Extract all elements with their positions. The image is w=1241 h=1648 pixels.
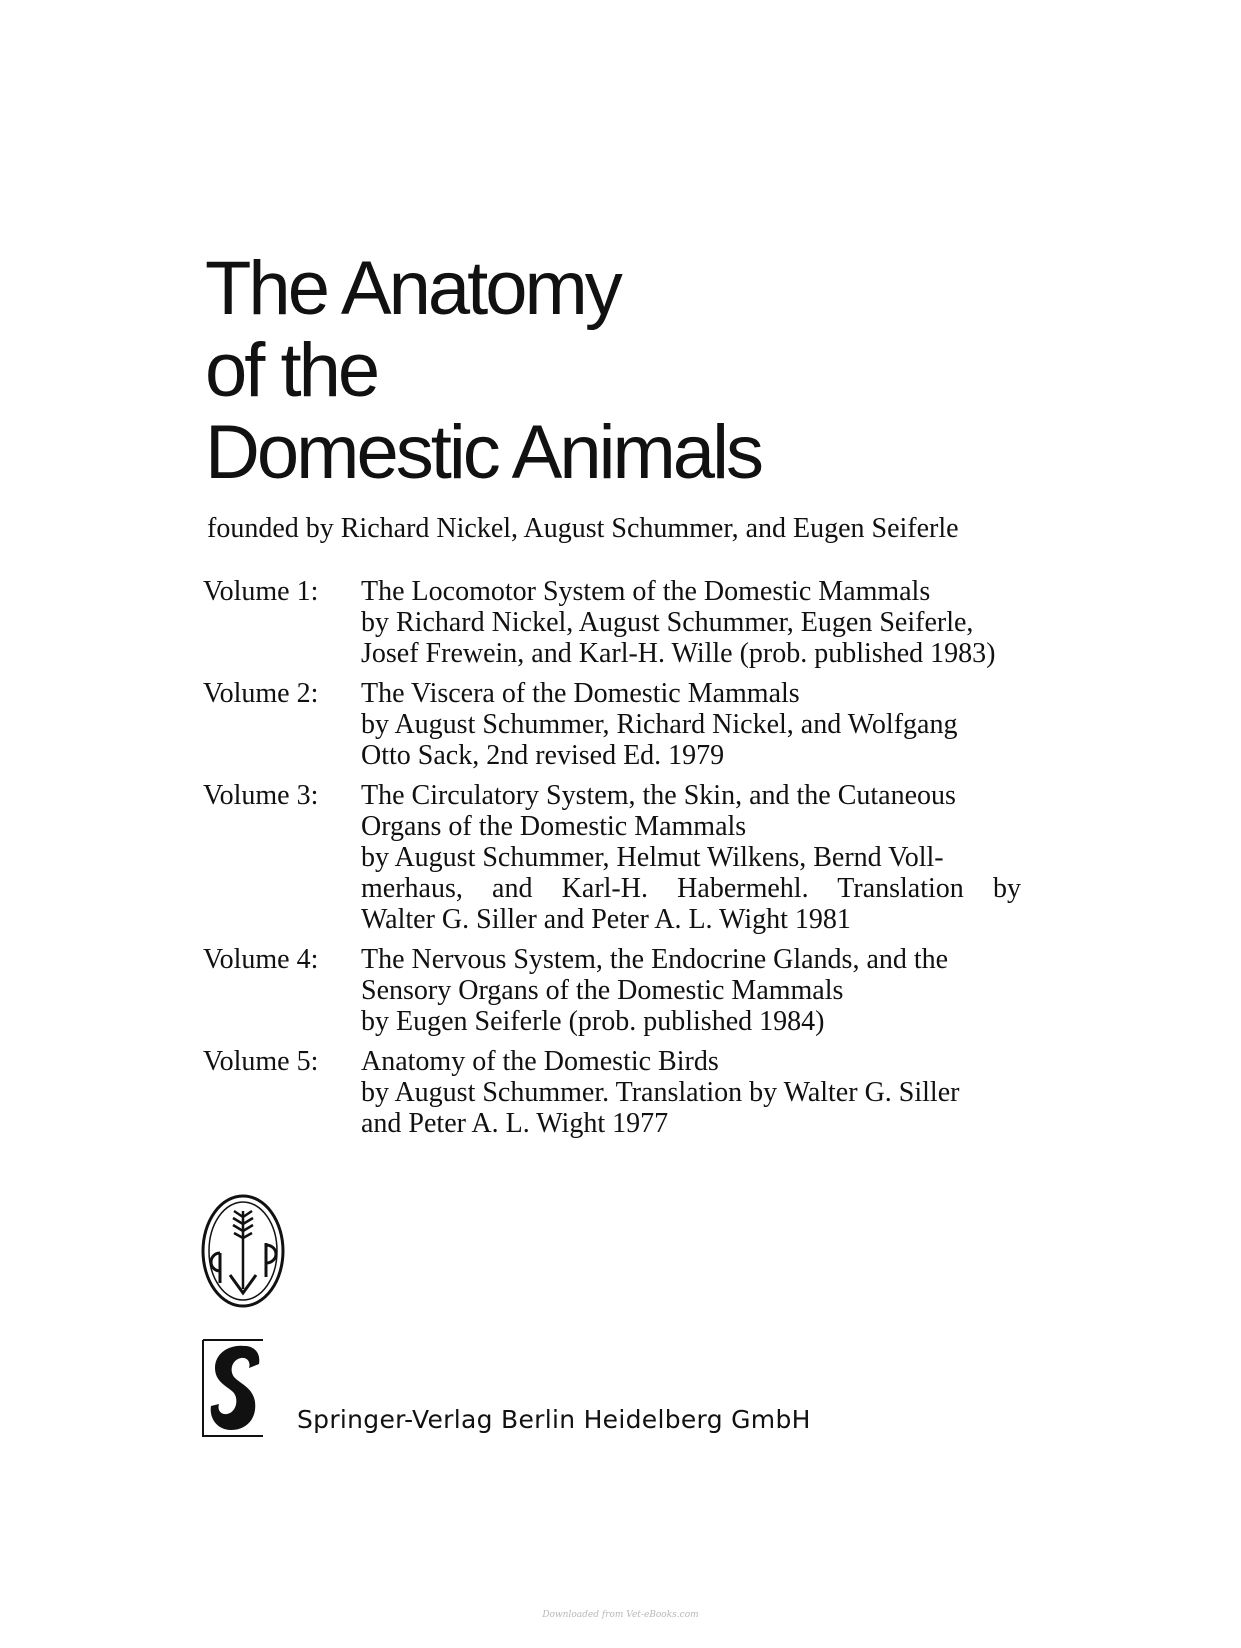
volume-line: Josef Frewein, and Karl-H. Wille (prob. published 1983) xyxy=(361,638,996,669)
volume-description xyxy=(361,780,1063,935)
volume-line: by August Schummer, Richard Nickel, and Wolfgang xyxy=(361,709,958,740)
volume-line: by August Schummer, Helmut Wilkens, Bernd Voll- xyxy=(361,842,944,873)
volume-line: by Eugen Seiferle (prob. published 1984) xyxy=(361,1006,825,1037)
volume-description xyxy=(361,678,1063,771)
volume-description xyxy=(361,1046,1063,1139)
volume-entry-4 xyxy=(203,944,1063,1037)
volume-line: The Viscera of the Domestic Mammals xyxy=(361,678,800,709)
publisher-emblem-icon xyxy=(200,1193,286,1309)
founded-by-line: founded by Richard Nickel, August Schummer, and Eugen Seiferle xyxy=(207,513,959,544)
volume-label: Volume 5: xyxy=(203,1046,319,1077)
download-watermark: Downloaded from Vet-eBooks.com xyxy=(542,1610,699,1620)
volume-label: Volume 2: xyxy=(203,678,319,709)
volume-line: Otto Sack, 2nd revised Ed. 1979 xyxy=(361,740,725,771)
volume-line: merhaus, and Karl-H. Habermehl. Translation by xyxy=(361,873,1021,904)
volume-line: The Nervous System, the Endocrine Glands, and the xyxy=(361,944,949,975)
volume-line: by August Schummer. Translation by Walter G. Siller xyxy=(361,1077,960,1108)
volume-line: Organs of the Domestic Mammals xyxy=(361,811,747,842)
volume-label: Volume 4: xyxy=(203,944,319,975)
volume-line: by Richard Nickel, August Schummer, Eugen Seiferle, xyxy=(361,607,974,638)
title-line-2: of the xyxy=(205,328,378,413)
volume-line: and Peter A. L. Wight 1977 xyxy=(361,1108,669,1139)
publisher-name: Springer-Verlag Berlin Heidelberg GmbH xyxy=(297,1405,811,1434)
title-line-1: The Anatomy xyxy=(205,246,620,331)
title-line-3: Domestic Animals xyxy=(205,410,761,495)
volume-line: The Locomotor System of the Domestic Mammals xyxy=(361,576,931,607)
volume-label: Volume 1: xyxy=(203,576,319,607)
volume-line: Walter G. Siller and Peter A. L. Wight 1981 xyxy=(361,904,851,935)
springer-horse-logo-icon xyxy=(201,1338,265,1438)
volume-description xyxy=(361,944,1063,1037)
volume-list xyxy=(203,576,1063,1148)
volume-entry-1 xyxy=(203,576,1063,669)
volume-line: Sensory Organs of the Domestic Mammals xyxy=(361,975,844,1006)
book-title xyxy=(205,248,1105,494)
volume-entry-2 xyxy=(203,678,1063,771)
volume-label: Volume 3: xyxy=(203,780,319,811)
volume-line: The Circulatory System, the Skin, and the Cutaneous xyxy=(361,780,956,811)
volume-entry-5 xyxy=(203,1046,1063,1139)
volume-description xyxy=(361,576,1063,669)
volume-entry-3 xyxy=(203,780,1063,935)
volume-line: Anatomy of the Domestic Birds xyxy=(361,1046,719,1077)
